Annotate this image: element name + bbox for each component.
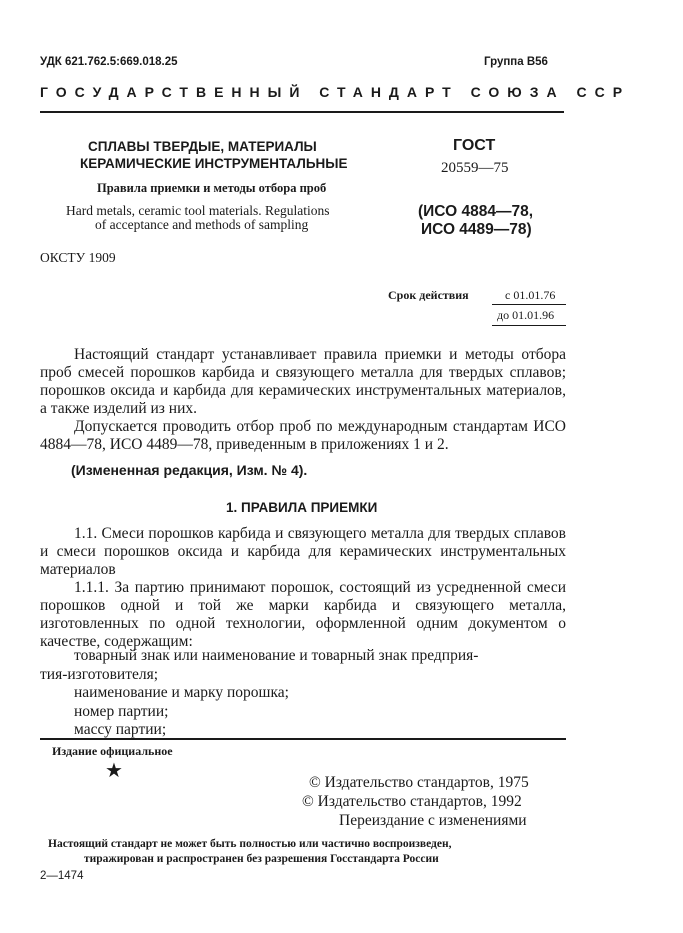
list-item: тия-изготовителя; — [40, 665, 159, 683]
title-en-line-2: of acceptance and methods of sampling — [95, 217, 309, 232]
state-standard-banner: ГОСУДАРСТВЕННЫЙ СТАНДАРТ СОЮЗА ССР — [40, 84, 631, 100]
validity-from: с 01.01.76 — [505, 288, 556, 302]
list-item: наименование и марку порошка; — [74, 684, 289, 701]
okstu-code: ОКСТУ 1909 — [40, 250, 116, 265]
iso-reference-2: ИСО 4489—78) — [421, 221, 532, 238]
intro-paragraph-2: Допускается проводить отбор проб по международным стандартам ИСО 4884—78, ИСО 4489—78, приведенным в приложениях 1 и 2. — [40, 418, 566, 453]
list-item: массу партии; — [74, 721, 167, 738]
title-line-1: СПЛАВЫ ТВЕРДЫЕ, МАТЕРИАЛЫ — [88, 139, 317, 154]
clause-1-1-1: 1.1.1. За партию принимают порошок, состоящий из усредненной смеси порошков одной и той же марки карбида и связующего металла, изготовленных по одной технологии, оформленной одним документом о качестве, содержащим: — [40, 579, 566, 650]
validity-to: до 01.01.96 — [497, 308, 555, 322]
list-item: товарный знак или наименование и товарный знак предприя- — [74, 647, 479, 664]
validity-rule — [492, 304, 566, 305]
list-item: номер партии; — [74, 702, 169, 720]
copyright-1975: © Издательство стандартов, 1975 — [309, 774, 529, 791]
intro-text — [40, 346, 566, 454]
section-text — [40, 525, 566, 651]
section-heading: 1. ПРАВИЛА ПРИЕМКИ — [226, 500, 378, 515]
copyright-1992: © Издательство стандартов, 1992 — [302, 793, 522, 810]
document-contents-list — [40, 647, 479, 740]
gost-number: 20559—75 — [441, 160, 509, 176]
title-line-2: КЕРАМИЧЕСКИЕ ИНСТРУМЕНТАЛЬНЫЕ — [80, 156, 348, 171]
copyright-notice-line-1: Настоящий стандарт не может быть полностью или частично воспроизведен, — [48, 838, 452, 850]
udk-code: УДК 621.762.5:669.018.25 — [40, 56, 178, 68]
validity-label: Срок действия — [388, 288, 469, 302]
subtitle: Правила приемки и методы отбора проб — [97, 181, 327, 195]
page-code: 2—1474 — [40, 870, 84, 882]
gost-label: ГОСТ — [453, 137, 496, 154]
star-icon: ★ — [105, 760, 123, 782]
validity-rule-bottom — [492, 325, 566, 326]
iso-reference-1: (ИСО 4884—78, — [418, 203, 534, 220]
clause-1-1: 1.1. Смеси порошков карбида и связующего металла для твердых сплавов и смеси порошков оксида и карбида для керамических инструментальных материалов — [40, 525, 566, 578]
group-code: Группа В56 — [484, 56, 548, 68]
header-rule — [40, 111, 564, 113]
reprint-note: Переиздание с изменениями — [339, 812, 527, 829]
title-en-line-1: Hard metals, ceramic tool materials. Regulations — [66, 203, 330, 218]
amendment-note: (Измененная редакция, Изм. № 4). — [71, 462, 308, 478]
intro-paragraph-1: Настоящий стандарт устанавливает правила приемки и методы отбора проб смесей порошков карбида и связующего металла для твердых сплавов; порошков оксида и карбида для керамических инструментальных материалов, а также изделий из них. — [40, 346, 566, 417]
footer-rule — [40, 738, 566, 740]
official-edition: Издание официальное — [52, 744, 173, 758]
copyright-notice-line-2: тиражирован и распространен без разрешения Госстандарта России — [84, 853, 439, 865]
